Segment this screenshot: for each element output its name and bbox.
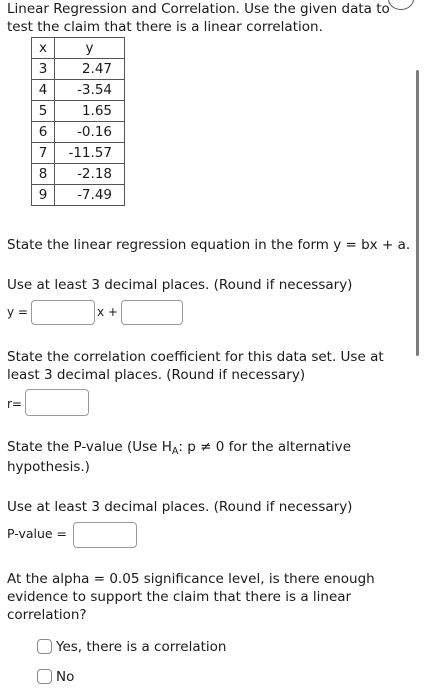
pvalue-decimals-note: Use at least 3 decimal places. (Round if necessary) (7, 499, 353, 515)
table-cell-y: -2.18 (55, 164, 125, 185)
table-cell-y: -0.16 (55, 122, 125, 143)
intro-line-2: test the claim that there is a linear correlation. (7, 19, 323, 35)
table-header-row (32, 38, 125, 59)
table-row (32, 101, 125, 122)
slope-input[interactable] (31, 300, 95, 325)
correlation-coefficient-input[interactable] (25, 389, 89, 416)
conclusion-line-1: At the alpha = 0.05 significance level, is there enough (7, 571, 375, 587)
regression-decimals-note: Use at least 3 decimal places. (Round if necessary) (7, 277, 353, 293)
pvalue-prompt-line-2: hypothesis.) (7, 459, 90, 475)
table-row (32, 164, 125, 185)
conclusion-line-2: evidence to support the claim that there is a linear (7, 589, 352, 605)
conclusion-line-3: correlation? (7, 607, 87, 623)
table-row (32, 122, 125, 143)
intercept-input[interactable] (121, 300, 183, 325)
table-cell-x: 9 (32, 185, 55, 206)
pvalue-prompt-subscript: A (171, 446, 179, 457)
option-no-checkbox[interactable] (37, 669, 52, 684)
table-cell-y: -7.49 (55, 185, 125, 206)
vertical-scrollbar[interactable] (416, 70, 419, 356)
regression-x-plus-label: x + (97, 305, 118, 319)
table-cell-x: 5 (32, 101, 55, 122)
table-cell-y: -3.54 (55, 80, 125, 101)
regression-prompt: State the linear regression equation in the form y = bx + a. (7, 237, 411, 253)
corner-circle-icon (388, 0, 414, 10)
table-cell-y: 1.65 (55, 101, 125, 122)
pvalue-prompt-pre: State the P-value (Use H (7, 439, 172, 455)
table-cell-y: 2.47 (55, 59, 125, 80)
pvalue-label: P-value = (7, 526, 68, 541)
regression-y-label: y = (7, 305, 28, 319)
option-yes-checkbox[interactable] (37, 639, 52, 654)
table-row (32, 59, 125, 80)
column-header-x: x (32, 38, 55, 59)
intro-line-1: Linear Regression and Correlation. Use the given data to (7, 1, 390, 17)
table-cell-x: 6 (32, 122, 55, 143)
column-header-y: y (55, 38, 125, 59)
table-row (32, 80, 125, 101)
pvalue-prompt-line-1 (7, 438, 351, 458)
table-cell-x: 3 (32, 59, 55, 80)
option-no-label[interactable]: No (56, 669, 75, 685)
table-cell-x: 8 (32, 164, 55, 185)
table-cell-x: 4 (32, 80, 55, 101)
r-label: r= (7, 397, 22, 411)
correlation-prompt-line-1: State the correlation coefficient for this data set. Use at (7, 349, 384, 365)
option-yes-label[interactable]: Yes, there is a correlation (56, 639, 227, 655)
data-table (31, 37, 125, 206)
table-cell-y: -11.57 (55, 143, 125, 164)
pvalue-input[interactable] (73, 522, 137, 548)
correlation-prompt-line-2: least 3 decimal places. (Round if necessary) (7, 367, 306, 383)
pvalue-prompt-post: : p ≠ 0 for the alternative (178, 439, 352, 455)
table-cell-x: 7 (32, 143, 55, 164)
table-row (32, 143, 125, 164)
table-row (32, 185, 125, 206)
